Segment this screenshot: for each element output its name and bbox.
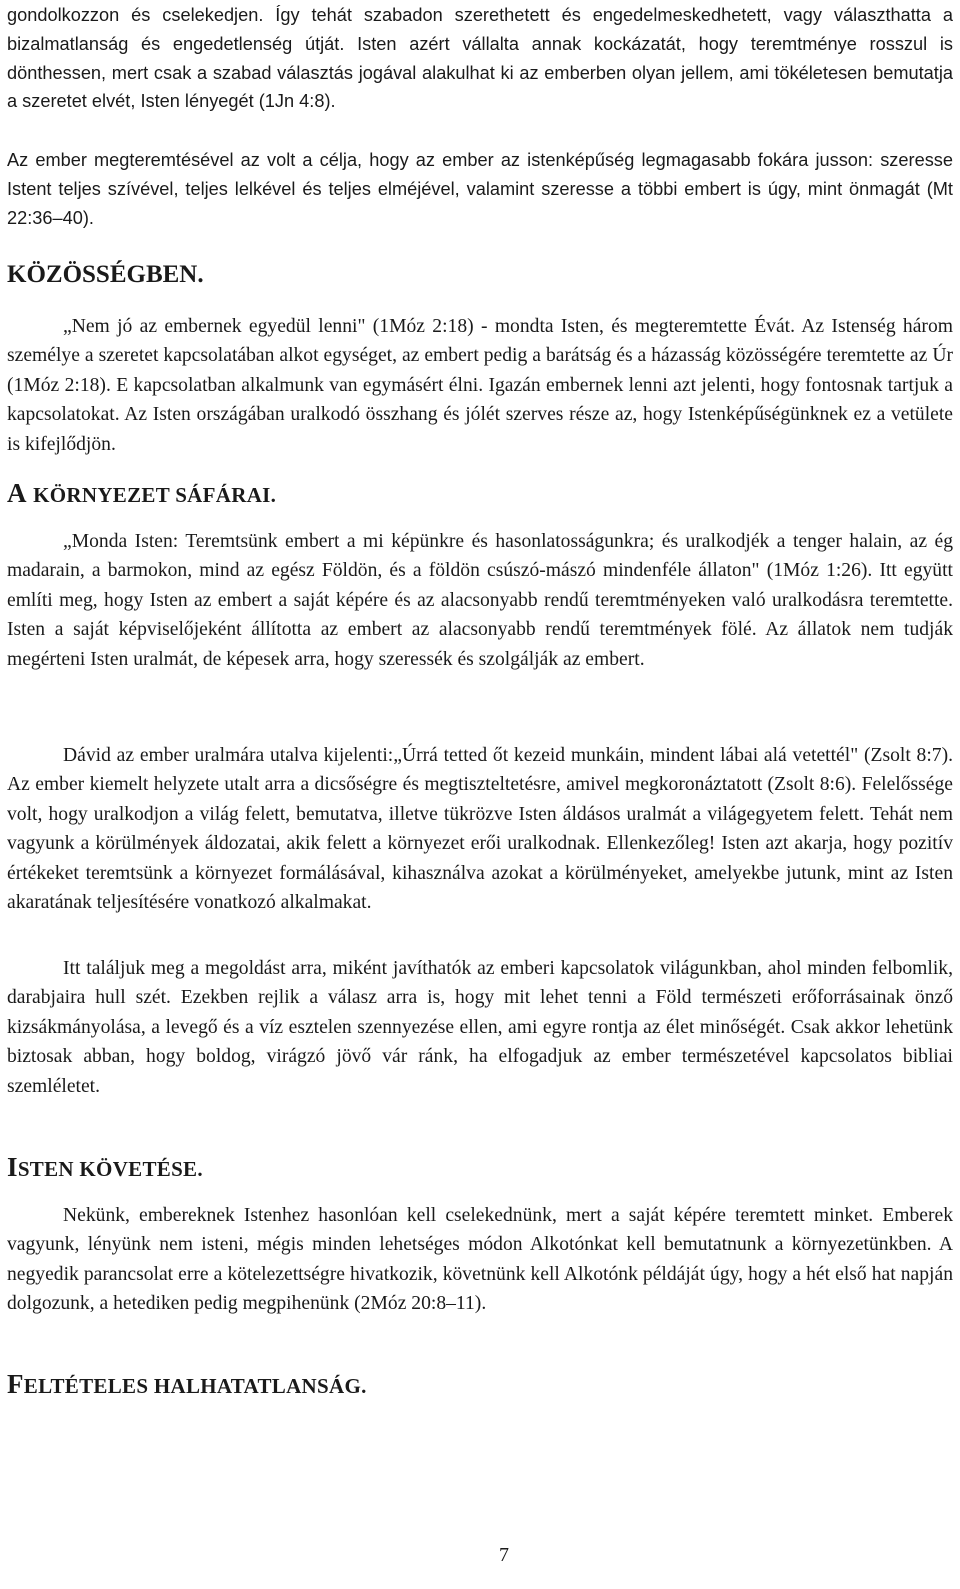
heading-initial: A bbox=[7, 478, 27, 508]
koveteses-paragraph-1: Nekünk, embereknek Istenhez hasonlóan kell cselekednünk, mert a saját képére teremtett minket. Emberek vagyunk, lényünk nem isteni, mégis minden lehetséges módon Alkotónkat kell bemutatnunk a környezetünkben. A negyedik parancsolat erre a kötelezettségre hivatkozik, követnünk kell Alkotónk példáját úgy, hogy a hét első hat napján dolgozunk, a hetediken pedig megpihenünk (2Móz 20:8–11). bbox=[7, 1205, 953, 1315]
heading-initial: F bbox=[7, 1369, 24, 1399]
intro-paragraph-1: gondolkozzon és cselekedjen. Így tehát szabadon szerethetett és engedelmeskedhetett, vagy választhatta a bizalmatlanság és engedetlenség útját. Isten azért vállalta annak kockázatát, hogy teremtménye rosszul is dönthessen, mert csak a szabad választás jogával alakulhat ki az emberben olyan jellem, ami tökéletesen bemutatja a szeretet elvét, Isten lényegét (1Jn 4:8). bbox=[7, 5, 953, 112]
section-heading-halhatatlansag bbox=[7, 1369, 367, 1400]
kozossegben-paragraph-1: „Nem jó az embernek egyedül lenni" (1Móz 2:18) - mondta Isten, és megteremtette Évát. Az Istenség három személye a szeretet kapcsolatában alkot egységet, az embert pedig a barátság és a házasság közösségére teremtette az Úr (1Móz 2:18). E kapcsolatban alkalmunk van egymásért élni. Igazán embernek lenni azt jelenti, hogy fontosnak tartjuk a kapcsolatokat. Az Isten országában uralkodó összhang és jólét szerves része az, hogy Istenképűségünknek ez a vetülete is kifejlődjön. bbox=[7, 316, 953, 455]
heading-initial: I bbox=[7, 1152, 18, 1182]
kornyezet-paragraph-1: „Monda Isten: Teremtsünk embert a mi képünkre és hasonlatosságunkra; és uralkodjék a tenger halain, az ég madarain, a barmokon, mind az egész Földön, és a földön csúszó-mászó mindenféle állaton" (1Móz 1:26). Itt együtt említi meg, hogy Isten az embert a saját képére és az alacsonyabb rendű teremtményeken való uralkodásra teremtette. Isten a saját képviselőjeként állította az embert az alacsonyabb rendű teremtmények fölé. Az állatok nem tudják megérteni Isten uralmát, de képesek arra, hogy szeressék és szolgálják az embert. bbox=[7, 531, 953, 670]
section-heading-kornyezet bbox=[7, 478, 276, 509]
heading-rest: STEN KÖVETÉSE. bbox=[17, 1157, 203, 1181]
section-heading-kozossegben: KÖZÖSSÉGBEN. bbox=[7, 261, 204, 288]
kornyezet-paragraph-2: Dávid az ember uralmára utalva kijelenti:„Úrrá tetted őt kezeid munkáin, mindent lábai alá vetettél" (Zsolt 8:7). Az ember kiemelt helyzete utalt arra a dicsőségre és megtiszteltetésre, amivel megkoronáztatott (Zsolt 8:6). Felelőssége volt, hogy uralkodjon a világ felett, bemutatva, illetve tükrözve Isten áldásos uralmát a világegyetem felett. Tehát nem vagyunk a körülmények áldozatai, akik felett a környezet erői uralkodnak. Ellenkezőleg! Isten azt akarja, hogy pozitív értékeket teremtsünk a környezet formálásával, kihasználva azokat a körülményeket, amelyekbe jutunk, mint az Isten akaratának teljesítésére vonatkozó alkalmakat. bbox=[7, 745, 953, 914]
heading-rest: KÖRNYEZET SÁFÁRAI. bbox=[33, 483, 277, 507]
page-number: 7 bbox=[499, 1544, 509, 1566]
section-heading-koveteses bbox=[7, 1152, 203, 1183]
intro-paragraph-2: Az ember megteremtésével az volt a célja, hogy az ember az istenképűség legmagasabb fokára jusson: szeresse Istent teljes szívével, teljes lelkével és teljes elméjével, valamint szeresse a többi embert is úgy, mint önmagát (Mt 22:36–40). bbox=[7, 150, 953, 228]
kornyezet-paragraph-3: Itt találjuk meg a megoldást arra, miként javíthatók az emberi kapcsolatok világunkban, ahol minden felbomlik, darabjaira hull szét. Ezekben rejlik a válasz arra is, hogy mit lehet tenni a Föld természeti erőforrásainak önző kizsákmányolása, a levegő és a víz esztelen szennyezése ellen, ami egyre rontja az élet minőségét. Csak akkor lehetünk biztosak abban, hogy boldog, virágzó jövő vár ránk, ha elfogadjuk az ember természetével kapcsolatos bibliai szemléletet. bbox=[7, 958, 953, 1097]
heading-rest: ELTÉTELES HALHATATLANSÁG. bbox=[23, 1374, 367, 1398]
